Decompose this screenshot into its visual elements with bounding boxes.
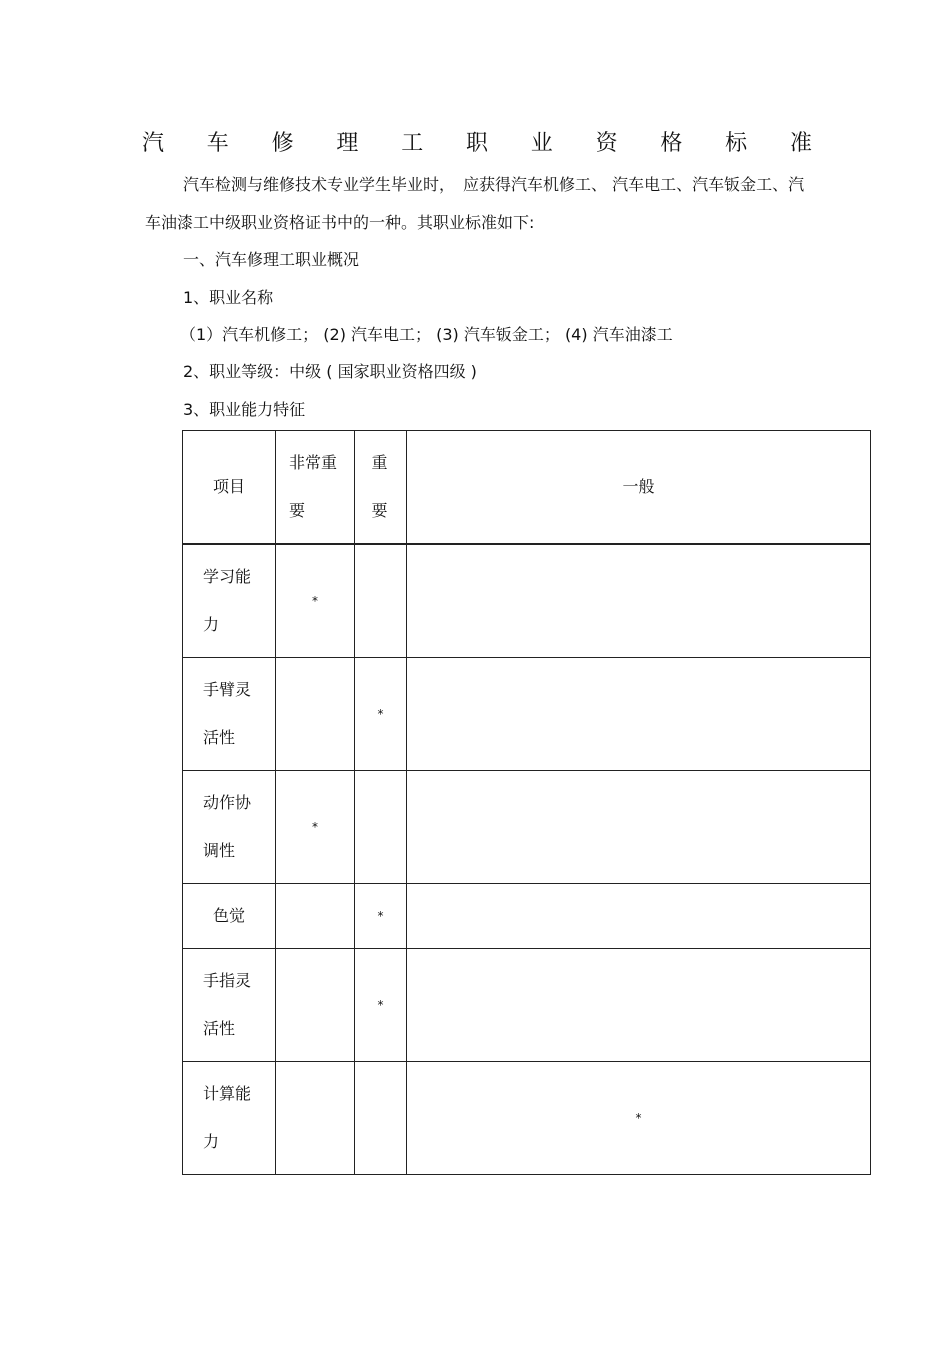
row-label: 计算能力 bbox=[203, 1084, 252, 1151]
important-cell: * bbox=[355, 884, 407, 949]
row-label: 动作协调性 bbox=[203, 793, 252, 860]
row-label: 手臂灵活性 bbox=[203, 680, 252, 747]
row-label-cell bbox=[183, 544, 276, 658]
very-important-cell: * bbox=[276, 771, 355, 884]
very-important-cell: * bbox=[276, 544, 355, 658]
table-row bbox=[183, 1062, 871, 1175]
header-cell: 一般 bbox=[407, 431, 871, 545]
table-row bbox=[183, 771, 871, 884]
title-char: 车 bbox=[206, 131, 229, 156]
important-cell: * bbox=[355, 949, 407, 1062]
table-row bbox=[183, 544, 871, 658]
important-cell bbox=[355, 771, 407, 884]
header-label: 重要 bbox=[371, 453, 388, 520]
general-cell bbox=[407, 658, 871, 771]
very-important-cell bbox=[276, 1062, 355, 1175]
title-char: 修 bbox=[271, 131, 294, 156]
table-row bbox=[183, 949, 871, 1062]
table-row bbox=[183, 658, 871, 771]
very-important-cell bbox=[276, 884, 355, 949]
intro-paragraph: 汽车检测与维修技术专业学生毕业时， 应获得汽车机修工、 汽车电工、汽车钣金工、汽车油漆工中级职业资格证书中的一种。其职业标准如下: bbox=[145, 175, 805, 232]
general-cell bbox=[407, 771, 871, 884]
row-label-cell bbox=[183, 1062, 276, 1175]
row-label: 学习能力 bbox=[203, 567, 252, 634]
item-heading: 3、职业能力特征 bbox=[183, 400, 306, 419]
title-char: 业 bbox=[530, 131, 553, 156]
title-char: 准 bbox=[789, 131, 812, 156]
title-char: 标 bbox=[725, 131, 748, 156]
header-cell bbox=[355, 431, 407, 545]
important-cell bbox=[355, 1062, 407, 1175]
important-cell bbox=[355, 544, 407, 658]
table-row bbox=[183, 884, 871, 949]
very-important-cell bbox=[276, 949, 355, 1062]
general-cell bbox=[407, 949, 871, 1062]
general-cell: * bbox=[407, 1062, 871, 1175]
header-label: 非常重要 bbox=[289, 453, 338, 520]
row-label-cell bbox=[183, 658, 276, 771]
title-char: 理 bbox=[336, 131, 359, 156]
row-label-cell bbox=[183, 771, 276, 884]
header-cell: 项目 bbox=[183, 431, 276, 545]
title-char: 职 bbox=[465, 131, 488, 156]
title-char: 工 bbox=[401, 131, 424, 156]
general-cell bbox=[407, 544, 871, 658]
document-title bbox=[142, 126, 812, 157]
title-char: 汽 bbox=[142, 131, 165, 156]
ability-table bbox=[182, 430, 871, 1175]
very-important-cell bbox=[276, 658, 355, 771]
general-cell bbox=[407, 884, 871, 949]
title-char: 格 bbox=[660, 131, 683, 156]
section-heading: 一、汽车修理工职业概况 bbox=[183, 250, 360, 269]
row-label-cell bbox=[183, 949, 276, 1062]
row-label-cell: 色觉 bbox=[183, 884, 276, 949]
item-detail: （1）汽车机修工； (2) 汽车电工； (3) 汽车钣金工； (4) 汽车油漆工 bbox=[180, 325, 673, 344]
important-cell: * bbox=[355, 658, 407, 771]
row-label: 手指灵活性 bbox=[203, 971, 252, 1038]
header-cell bbox=[276, 431, 355, 545]
table-header-row bbox=[183, 431, 871, 545]
title-char: 资 bbox=[595, 131, 618, 156]
item-heading: 1、职业名称 bbox=[183, 288, 274, 307]
item-heading: 2、职业等级：中级 ( 国家职业资格四级 ) bbox=[183, 362, 477, 381]
